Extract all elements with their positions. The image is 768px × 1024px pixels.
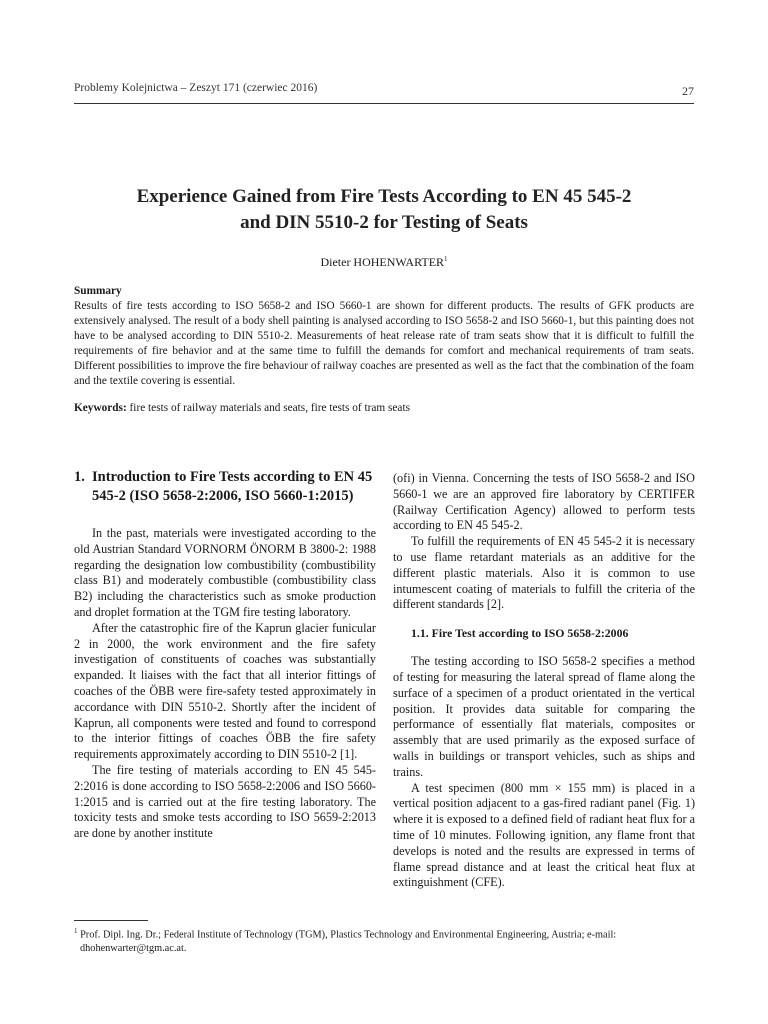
page-number: 27 <box>682 84 694 98</box>
article-title-line-1: Experience Gained from Fire Tests According to EN 45 545-2 <box>136 186 632 207</box>
section-1-heading <box>74 468 376 506</box>
section-1-paragraph-1: In the past, materials were investigated according to the old Austrian Standard VORNORM ÖNORM B 3800-2: 1988 regarding the designation low combustibility (combustibility class B1) and moderately combustible (combustibility class B2) including the characteristics such as smoke production and droplet formation at the TGM fire testing laboratory. <box>74 526 376 619</box>
summary-heading: Summary <box>74 285 122 297</box>
keywords-label: Keywords: <box>74 402 127 414</box>
section-1-paragraph-2: After the catastrophic fire of the Kaprun glacier funicular 2 in 2000, the work environment and the fire safety investigation of constituents of coaches was substantially expanded. It liaises with the fact that all interior fittings of coaches of the ÖBB were fire-safety tested approximately in accordance with DIN 5510-2. Shortly after the incident of Kaprun, all components were tested and found to correspond to the interior fittings of coaches ÖBB the fire safety requirements approximately according to DIN 5510-2 [1]. <box>74 620 376 762</box>
footnote <box>74 925 694 955</box>
section-1-1-paragraph-2: A test specimen (800 mm × 155 mm) is placed in a vertical position adjacent to a gas-fired radiant panel (Fig. 1) where it is exposed to a defined field of radiant heat flux for a time of 10 minutes. Following ignition, any flame front that develops is noted and the results are expressed in terms of flame spread distance and at least the critical heat flux at extinguishment (CFE). <box>393 780 695 890</box>
footnote-mark: 1 <box>74 927 78 935</box>
section-1-paragraph-4: To fulfill the requirements of EN 45 545-2 it is necessary to use flame retardant materials as an additive for the different plastic materials. Also it is common to use intumescent coating of materials to fulfill the criteria of the different standards [2]. <box>393 534 695 612</box>
footnote-rule <box>74 920 148 921</box>
section-1-1-heading: 1.1. Fire Test according to ISO 5658-2:2006 <box>411 626 629 641</box>
section-1-paragraph-3-continued: (ofi) in Vienna. Concerning the tests of ISO 5658-2 and ISO 5660-1 we are an approved fire laboratory by CERTIFER (Railway Certification Agency) allowed to perform tests according to EN 45 545-2. <box>393 471 695 533</box>
summary-block <box>74 284 694 389</box>
article-title-line-2: and DIN 5510-2 for Testing of Seats <box>240 212 528 233</box>
running-head: Problemy Kolejnictwa – Zeszyt 171 (czerwiec 2016) <box>74 82 318 94</box>
section-1-number: 1. <box>74 469 85 485</box>
author-line <box>74 255 694 270</box>
left-column <box>74 468 376 842</box>
author-name: Dieter HOHENWARTER <box>320 255 445 269</box>
footnote-text-line-1: Prof. Dipl. Ing. Dr.; Federal Institute of Technology (TGM), Plastics Technology and Environmental Engineering, Austria; e-mail: <box>77 929 617 941</box>
summary-body: Results of fire tests according to ISO 5658-2 and ISO 5660-1 are shown for different products. The results of GFK products are extensively analysed. The result of a body shell painting is analysed according to ISO 5658-2 and ISO 5660-1, but this painting does not have to be analysed according to DIN 5510-2. Measurements of heat release rate of tram seats show that it is difficult to fulfill the requirements of fire behavior and at the same time to fulfill the demands for comfort and mechanical requirements of tram seats. Different possibilities to improve the fire behaviour of railway coaches are presented as well as the fact that the combination of the foam and the textile covering is essential. <box>74 300 694 387</box>
section-1-1-paragraph-1: The testing according to ISO 5658-2 specifies a method of testing for measuring the lateral spread of flame along the surface of a specimen of a product orientated in the vertical position. It provides data suitable for comparing the performance of essentially flat materials, composites or assembly that are used primarily as the exposed surface of walls in buildings or transport vehicles, such as ships and trains. <box>393 654 695 779</box>
section-1-title: Introduction to Fire Tests according to EN 45 545-2 (ISO 5658-2:2006, ISO 5660-1:2015) <box>92 469 373 504</box>
keywords-text: fire tests of railway materials and seats, fire tests of tram seats <box>126 402 410 414</box>
keywords-line <box>74 401 694 416</box>
right-column <box>393 471 695 891</box>
footnote-email: dhohenwarter@tgm.ac.at. <box>80 942 187 954</box>
article-title <box>74 184 694 236</box>
header-rule <box>74 103 694 104</box>
section-1-paragraph-3: The fire testing of materials according to EN 45 545-2:2016 is done according to ISO 5658-2:2006 and ISO 5660-1:2015 and is carried out at the fire testing laboratory. The toxicity tests and smoke tests according to ISO 5659-2:2013 are done by another institute <box>74 762 376 841</box>
author-footnote-mark: 1 <box>444 255 448 263</box>
